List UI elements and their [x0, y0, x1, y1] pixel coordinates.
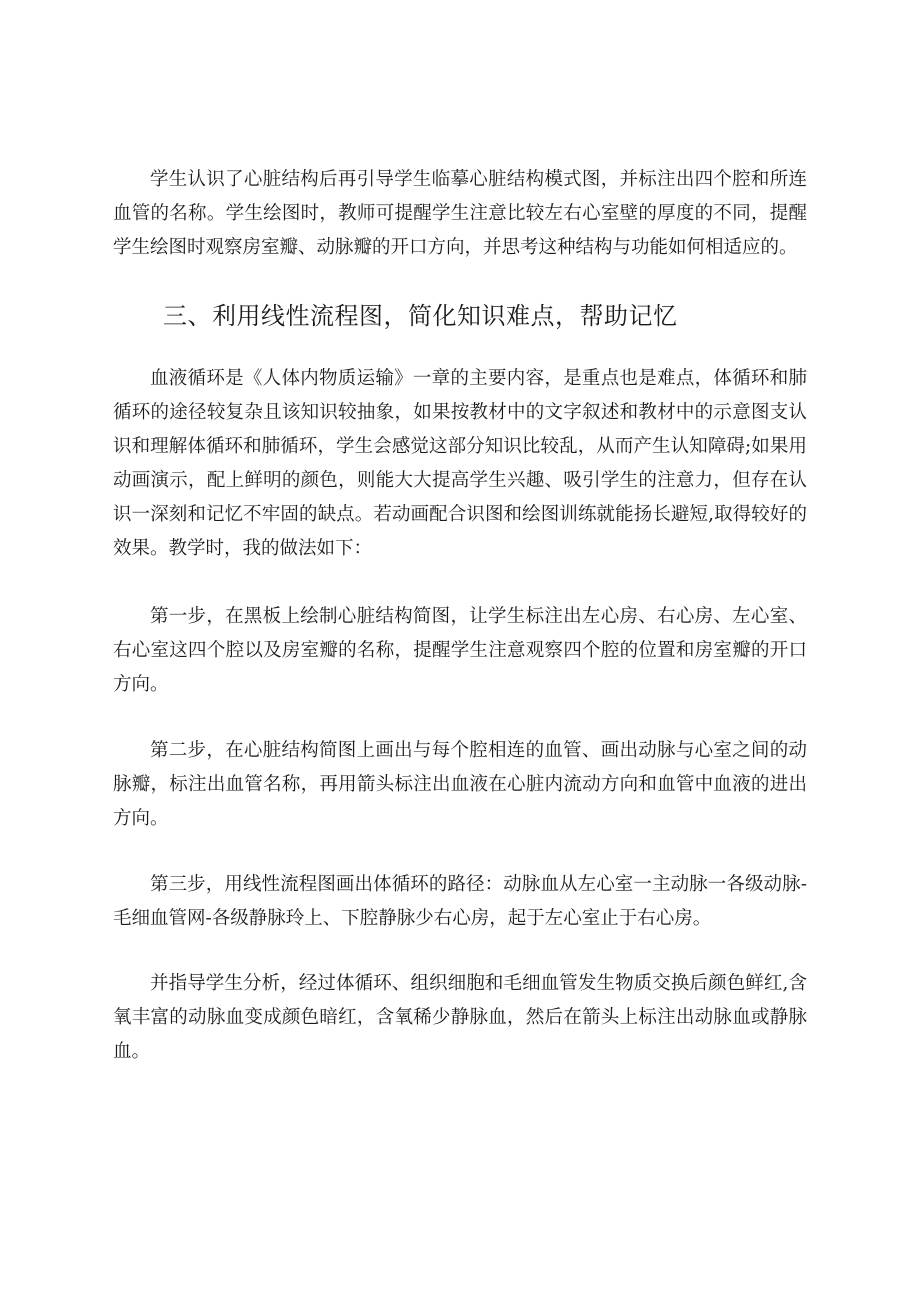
section-heading: 三、利用线性流程图，简化知识难点，帮助记忆 — [163, 302, 678, 330]
paragraph-heart-structure-drawing: 学生认识了心脏结构后再引导学生临摹心脏结构模式图，并标注出四个腔和所连血管的名称。学生绘图时，教师可提醒学生注意比较左右心室壁的厚度的不同，提醒学生绘图时观察房室瓣、动脉瓣的开口方向，并思考这种结构与功能如何相适应的。 — [113, 169, 807, 258]
paragraph-blood-circulation-intro: 血液循环是《人体内物质运输》一章的主要内容，是重点也是难点，体循环和肺循环的途径较复杂且该知识较抽象，如果按教材中的文字叙述和教材中的示意图支认识和理解体循环和肺循环，学生会感觉这部分知识比较乱，从而产生认知障碍;如果用动画演示，配上鲜明的颜色，则能大大提高学生兴趣、吸引学生的注意力，但存在认识一深刻和记忆不牢固的缺点。若动画配合识图和绘图训练就能扬长避短,取得较好的效果。教学时，我的做法如下： — [113, 368, 807, 559]
paragraph-step-three: 第三步，用线性流程图画出体循环的路径：动脉血从左心室一主动脉一各级动脉-毛细血管网-各级静脉玲上、下腔静脉少右心房，起于左心室止于右心房。 — [113, 874, 807, 929]
paragraph-analysis: 并指导学生分析，经过体循环、组织细胞和毛细血管发生物质交换后颜色鲜红,含氧丰富的动脉血变成颜色暗红，含氧稀少静脉血，然后在箭头上标注出动脉血或静脉血。 — [113, 973, 807, 1062]
paragraph-step-two: 第二步，在心脏结构简图上画出与每个腔相连的血管、画出动脉与心室之间的动脉瓣，标注出血管名称，再用箭头标注出血液在心脏内流动方向和血管中血液的进出方向。 — [113, 740, 807, 829]
paragraph-step-one: 第一步，在黑板上绘制心脏结构简图，让学生标注出左心房、右心房、左心室、右心室这四个腔以及房室瓣的名称，提醒学生注意观察四个腔的位置和房室瓣的开口方向。 — [113, 606, 807, 695]
